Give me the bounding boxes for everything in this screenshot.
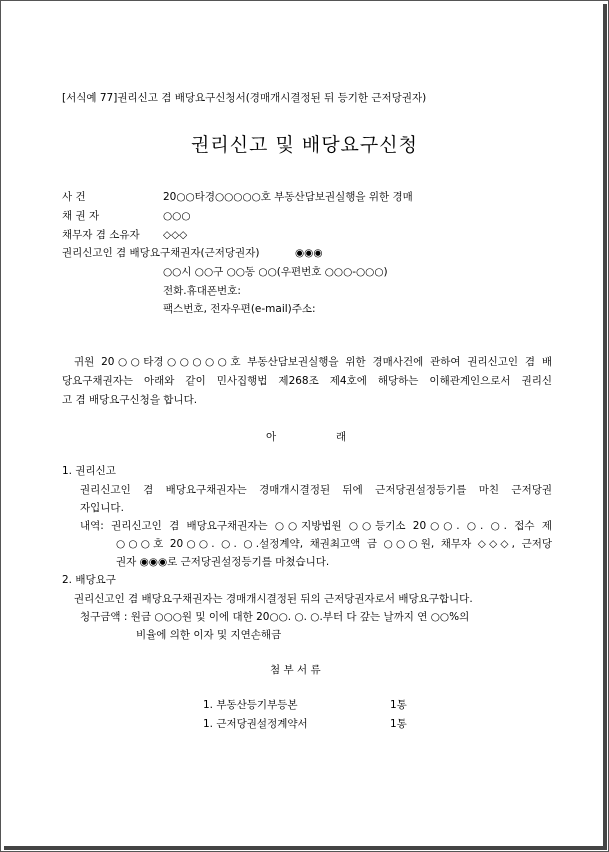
claimant-label: 권리신고인 겸 배당요구채권자(근저당권자) [62, 247, 260, 259]
section1-p1-line1: 권리신고인 겸 배당요구채권자는 경매개시결정된 뒤에 근저당권설정등기를 마친 근저당권 [80, 484, 552, 496]
body-line-3: 고 겸 배당요구신청을 합니다. [62, 394, 198, 406]
body-line-2: 당요구채권자는 아래와 같이 민사집행법 제268조 제4호에 해당하는 이해관계인으로서 권리신 [62, 375, 552, 387]
section2-p1: 권리신고인 겸 배당요구채권자는 경매개시결정된 뒤의 근저당권자로서 배당요구합니다. [74, 593, 473, 605]
attachment-name: 1. 부동산등기부등본 [203, 699, 298, 711]
section2-heading: 2. 배당요구 [62, 574, 116, 586]
section1-heading: 1. 권리신고 [62, 465, 116, 477]
claimant-fax: 팩스번호, 전자우편(e-mail)주소: [163, 303, 316, 315]
section2-claim-line2: 비율에 의한 이자 및 지연손해금 [136, 629, 282, 641]
attachments-heading: 첨 부 서 류 [270, 664, 321, 676]
section1-p1-line2: 자입니다. [80, 502, 124, 514]
case-label: 사 건 [62, 191, 86, 203]
claimant-address: ○○시 ○○구 ○○동 ○○(우편번호 ○○○-○○○) [163, 266, 388, 278]
section2-claim-line1: 청구금액 : 원금 ○○○원 및 이에 대한 20○○. ○. ○.부터 다 갚는 날까지 연 ○○%의 [80, 611, 470, 623]
debtor-label: 채무자 겸 소유자 [62, 229, 140, 241]
body-line-1: 귀원 20○○타경○○○○○호 부동산담보권실행을 위한 경매사건에 관하여 권리신고인 겸 배 [74, 356, 552, 368]
creditor-value: ○○○ [163, 210, 191, 222]
case-value: 20○○타경○○○○○호 부동산담보권실행을 위한 경매 [163, 191, 413, 203]
attachment-count: 1통 [390, 699, 407, 711]
document-title: 권리신고 및 배당요구신청 [191, 134, 418, 156]
creditor-label: 채 권 자 [62, 210, 100, 222]
form-label: [서식예 77]권리신고 겸 배당요구신청서(경매개시결정된 뒤 등기한 근저당권자) [62, 92, 427, 104]
section1-p2-line1: 내역: 권리신고인 겸 배당요구채권자는 ○○지방법원 ○○등기소 20○○. ○. ○. 접수 제 [80, 520, 552, 532]
attachment-count: 1통 [390, 718, 407, 730]
below-heading-a: 아 [266, 431, 277, 443]
section1-p2-line2: ○○○호 20○○. ○. ○.설정계약, 채권최고액 금 ○○○원, 채무자 ◇◇◇, 근저당 [116, 538, 552, 550]
section1-p2-line3: 권자 ◉◉◉로 근저당권설정등기를 마쳤습니다. [116, 556, 330, 568]
page-shadow-bottom [4, 846, 607, 850]
debtor-value: ◇◇◇ [163, 229, 188, 241]
attachment-name: 1. 근저당권설정계약서 [203, 718, 308, 730]
claimant-name: ◉◉◉ [295, 247, 323, 259]
below-heading-b: 래 [336, 431, 347, 443]
claimant-phone: 전화.휴대폰번호: [163, 285, 241, 297]
